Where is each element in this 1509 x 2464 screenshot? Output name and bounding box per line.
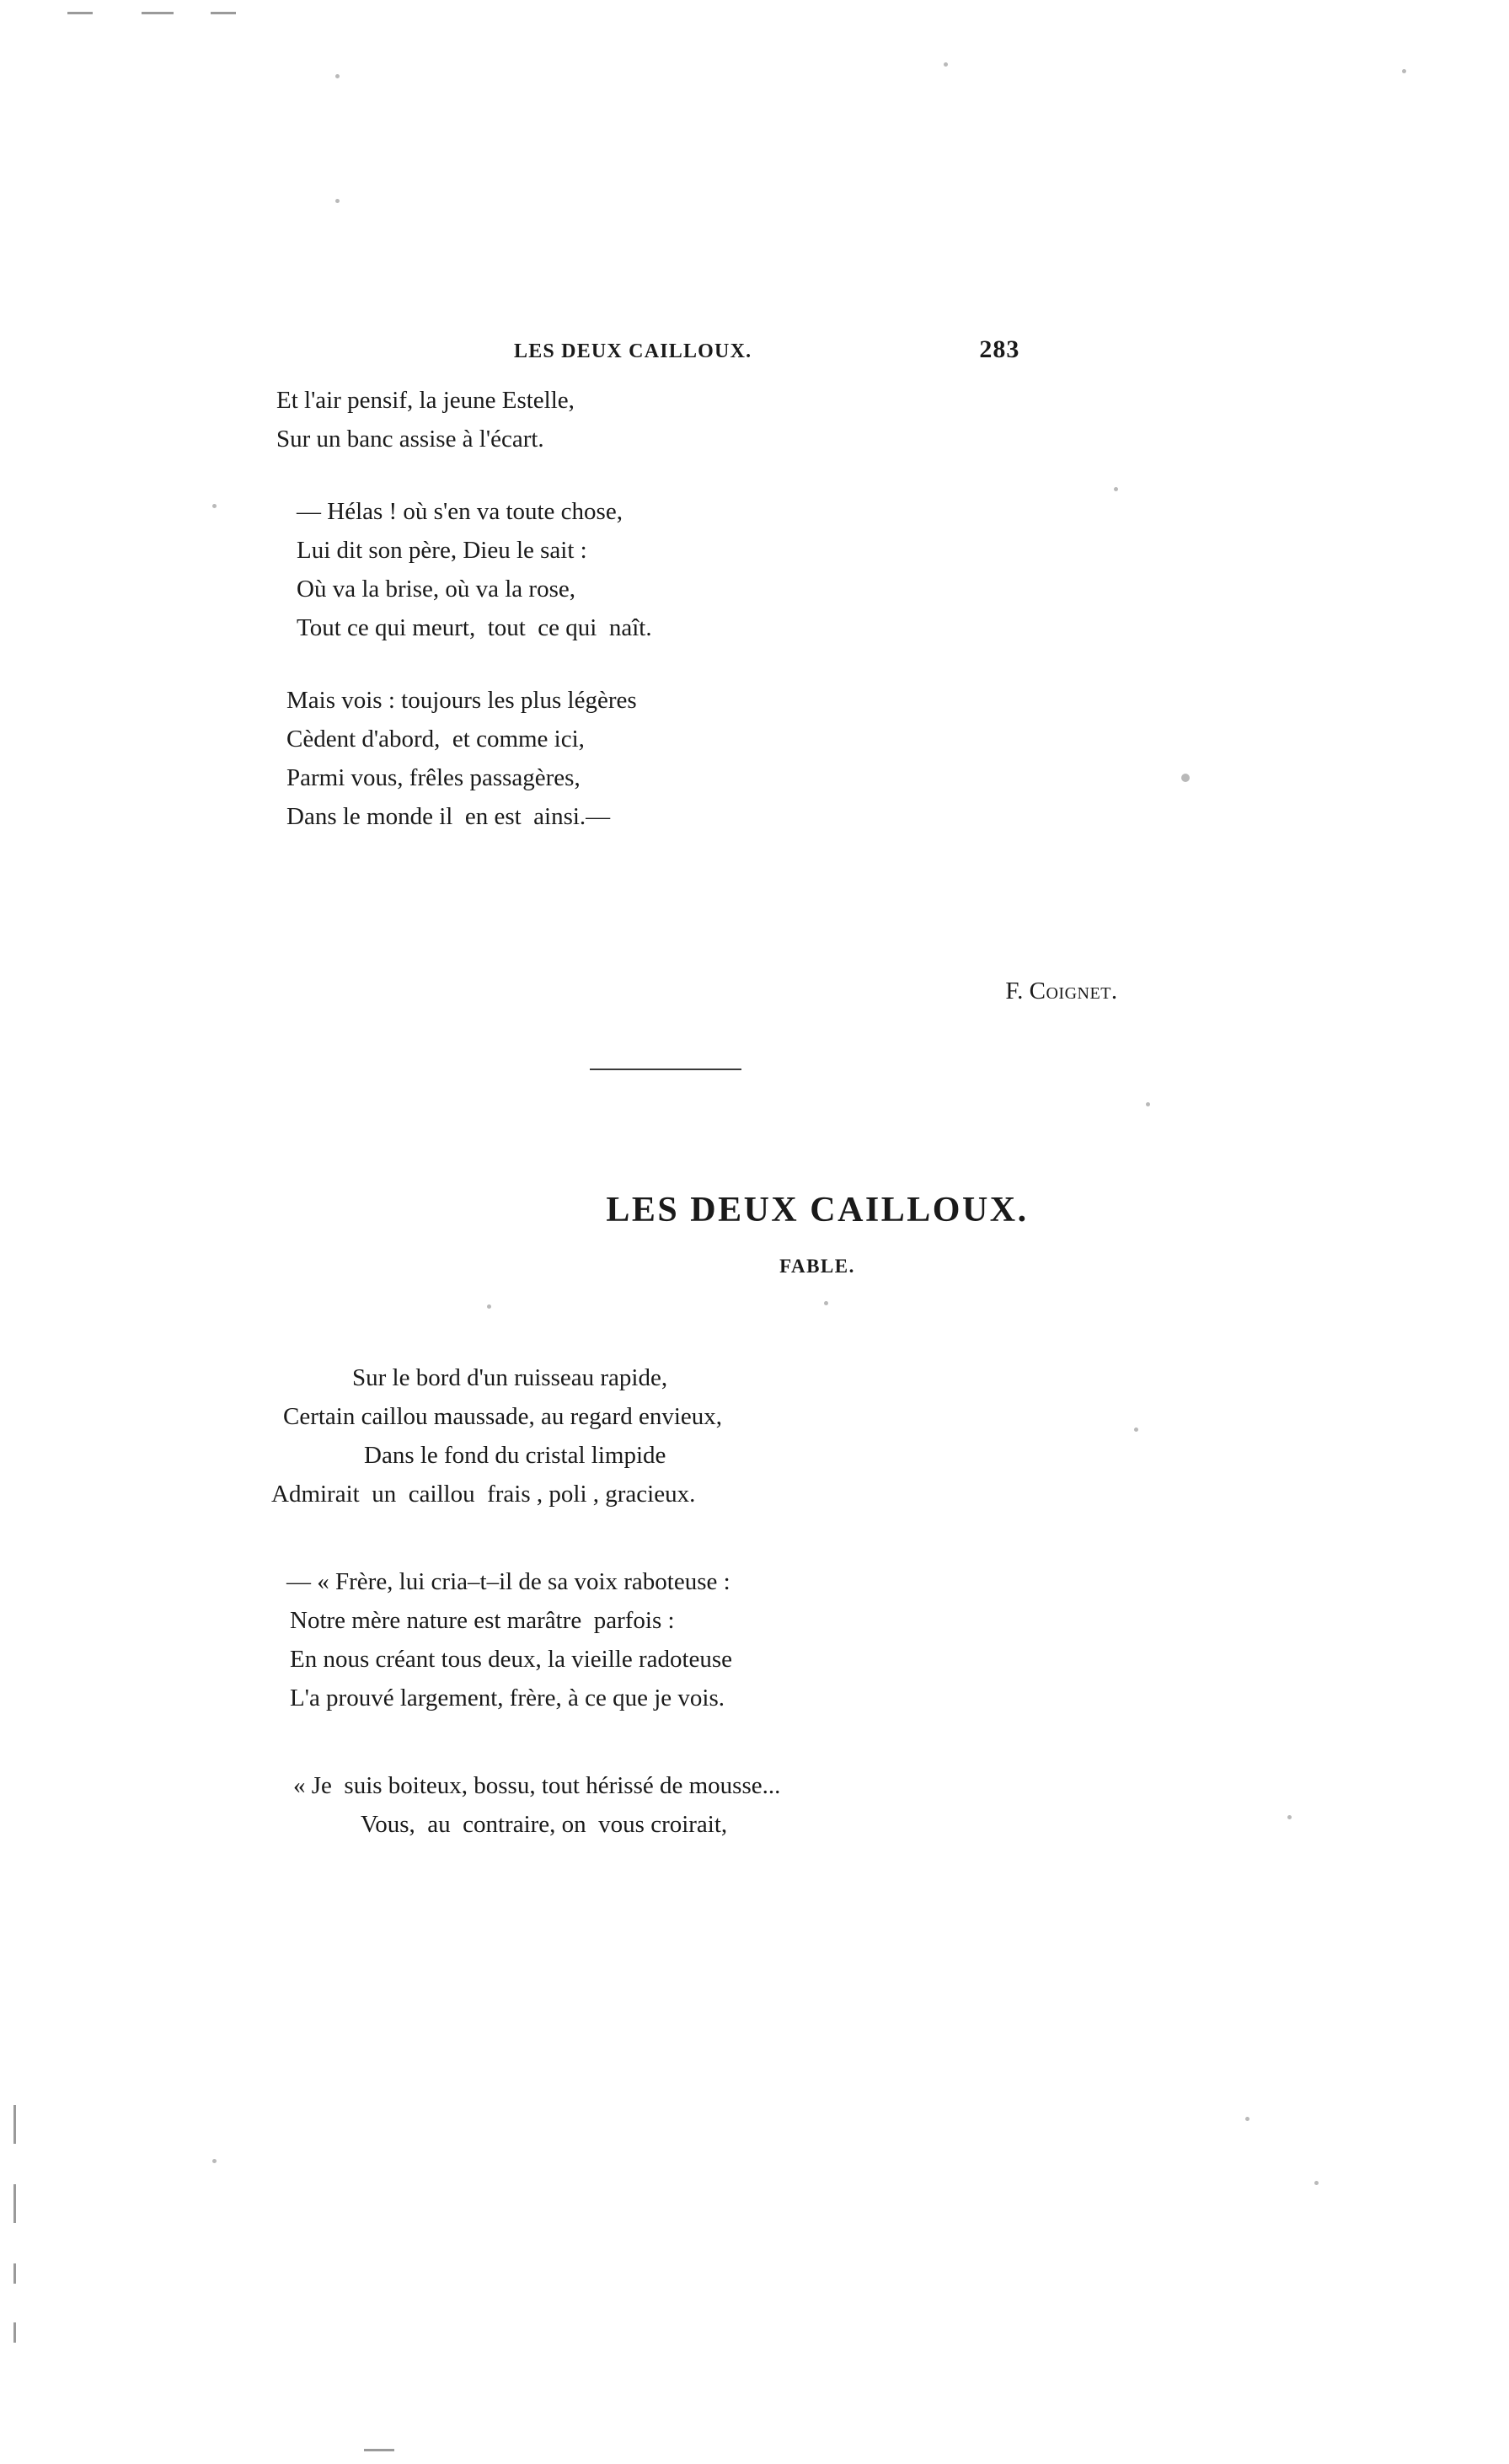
verse-line: Vous, au contraire, on vous croirait, bbox=[361, 1811, 728, 1838]
verse-line: — « Frère, lui cria–t–il de sa voix raboteuse : bbox=[286, 1568, 730, 1595]
crop-mark bbox=[364, 2449, 394, 2451]
signature-initial: F. bbox=[1005, 978, 1024, 1004]
stanza bbox=[253, 381, 1264, 458]
fable-body bbox=[253, 1358, 1264, 1893]
scan-speckle bbox=[335, 74, 340, 78]
verse-line: L'a prouvé largement, frère, à ce que je vois. bbox=[290, 1685, 725, 1711]
verse-line: Où va la brise, où va la rose, bbox=[297, 576, 575, 603]
verse-line: Certain caillou maussade, au regard envieux, bbox=[283, 1403, 722, 1430]
crop-mark bbox=[67, 12, 93, 14]
crop-mark bbox=[142, 12, 174, 14]
verse-line: Tout ce qui meurt, tout ce qui naît. bbox=[297, 614, 652, 641]
poem-signature bbox=[253, 978, 1509, 1005]
stanza bbox=[253, 1562, 1264, 1717]
verse-line: Cèdent d'abord, et comme ici, bbox=[286, 726, 585, 753]
margin-tick bbox=[13, 2322, 16, 2343]
top-poem bbox=[253, 381, 1264, 870]
margin-tick bbox=[13, 2263, 16, 2284]
verse-line: Parmi vous, frêles passagères, bbox=[286, 764, 581, 791]
page-number: 283 bbox=[979, 335, 1020, 363]
scan-speckle bbox=[824, 1301, 828, 1305]
verse-line: — Hélas ! où s'en va toute chose, bbox=[297, 498, 623, 525]
verse-line: Lui dit son père, Dieu le sait : bbox=[297, 537, 587, 564]
crop-mark bbox=[211, 12, 236, 14]
verse-line: « Je suis boiteux, bossu, tout hérissé de mousse... bbox=[293, 1772, 781, 1799]
scan-speckle bbox=[212, 2159, 217, 2163]
signature-name: Coignet. bbox=[1029, 978, 1118, 1004]
stanza bbox=[253, 1358, 1264, 1513]
scan-speckle bbox=[1146, 1102, 1150, 1106]
scan-speckle bbox=[212, 504, 217, 508]
scan-speckle bbox=[1314, 2181, 1319, 2185]
verse-line: Notre mère nature est marâtre parfois : bbox=[290, 1607, 675, 1634]
running-head-title: LES DEUX CAILLOUX. bbox=[514, 340, 752, 362]
margin-tick bbox=[13, 2105, 16, 2144]
verse-line: Dans le monde il en est ainsi.— bbox=[286, 803, 611, 830]
poem-title: LES DEUX CAILLOUX. bbox=[606, 1191, 1029, 1230]
section-divider-rule bbox=[590, 1069, 741, 1070]
stanza bbox=[253, 492, 1264, 647]
scan-speckle bbox=[487, 1304, 491, 1309]
verse-line: Mais vois : toujours les plus légères bbox=[286, 687, 637, 714]
poem-subtitle: FABLE. bbox=[779, 1256, 855, 1277]
verse-line: En nous créant tous deux, la vieille radoteuse bbox=[290, 1646, 733, 1673]
verse-line: Et l'air pensif, la jeune Estelle, bbox=[276, 387, 575, 414]
scan-speckle bbox=[335, 199, 340, 203]
verse-line: Sur le bord d'un ruisseau rapide, bbox=[352, 1364, 668, 1391]
verse-line: Sur un banc assise à l'écart. bbox=[276, 426, 544, 453]
scan-speckle bbox=[1287, 1815, 1292, 1819]
verse-line: Admirait un caillou frais , poli , gracieux. bbox=[271, 1481, 696, 1508]
stanza bbox=[253, 681, 1264, 836]
running-head bbox=[253, 335, 1264, 364]
stanza bbox=[253, 1766, 1264, 1844]
verse-line: Dans le fond du cristal limpide bbox=[364, 1442, 666, 1469]
scan-speckle bbox=[944, 62, 948, 67]
scan-speckle bbox=[1402, 69, 1406, 73]
margin-tick bbox=[13, 2184, 16, 2223]
scan-speckle bbox=[1245, 2117, 1249, 2121]
